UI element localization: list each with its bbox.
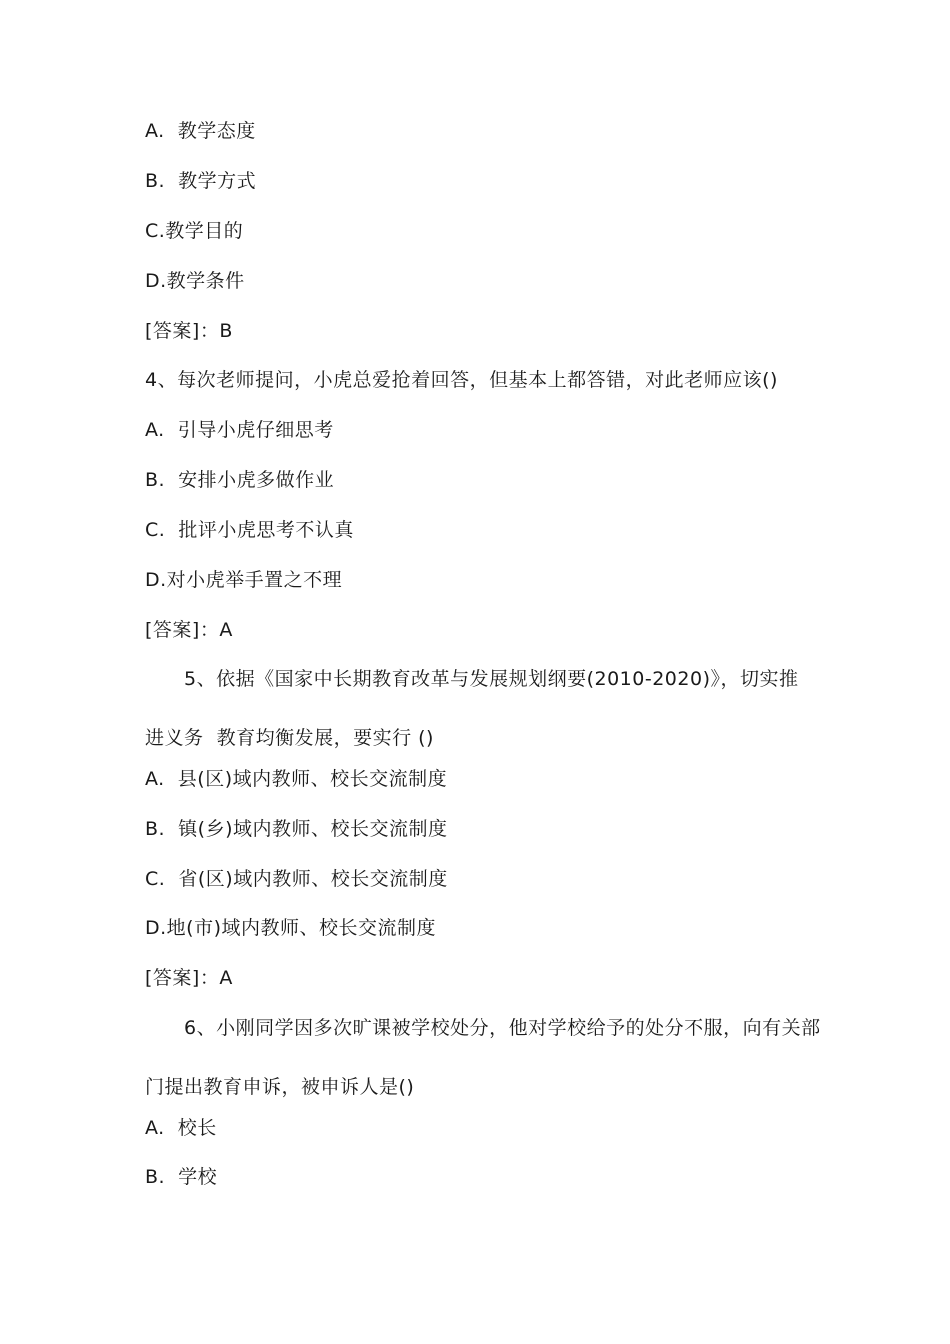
option-d: D.地(市)域内教师、校长交流制度 — [145, 917, 436, 939]
answer-line: [答案]：B — [145, 320, 233, 342]
option-a: A. 校长 — [145, 1117, 217, 1139]
question-4: 4、每次老师提问，小虎总爱抢着回答，但基本上都答错，对此老师应该() — [145, 369, 778, 391]
option-a: A. 引导小虎仔细思考 — [145, 419, 334, 441]
option-a: A. 教学态度 — [145, 120, 256, 142]
option-c: C. 省(区)域内教师、校长交流制度 — [145, 868, 448, 890]
option-b: B. 教学方式 — [145, 170, 257, 192]
option-b: B. 安排小虎多做作业 — [145, 469, 335, 491]
question-5-line-2: 进义务 教育均衡发展，要实行 () — [145, 727, 434, 749]
answer-line: [答案]：A — [145, 619, 233, 641]
question-6-line-2: 门提出教育申诉，被申诉人是() — [145, 1076, 415, 1098]
question-6-line-1: 6、小刚同学因多次旷课被学校处分，他对学校给予的处分不服，向有关部 — [184, 1017, 821, 1039]
option-c: C. 批评小虎思考不认真 — [145, 519, 354, 541]
option-d: D.教学条件 — [145, 270, 245, 292]
option-d: D.对小虎举手置之不理 — [145, 569, 343, 591]
option-b: B. 学校 — [145, 1166, 218, 1188]
question-5-line-1: 5、依据《国家中长期教育改革与发展规划纲要(2010-2020)》，切实推 — [184, 668, 799, 690]
answer-line: [答案]：A — [145, 967, 233, 989]
option-b: B. 镇(乡)域内教师、校长交流制度 — [145, 818, 448, 840]
option-c: C.教学目的 — [145, 220, 244, 242]
option-a: A. 县(区)域内教师、校长交流制度 — [145, 768, 448, 790]
